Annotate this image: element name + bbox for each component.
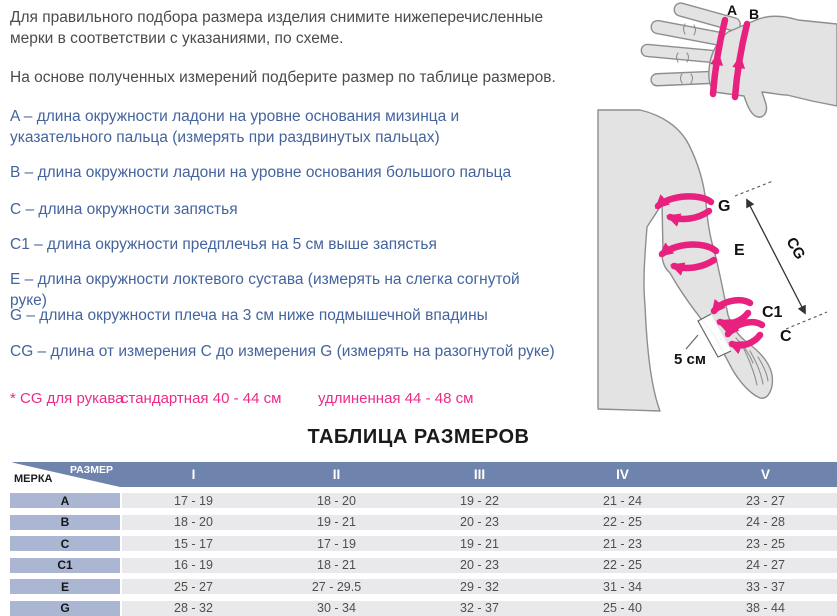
corner-label-size: РАЗМЕР: [70, 464, 113, 476]
note-standard-length: стандартная 40 - 44 см: [121, 390, 282, 407]
size-range-cell: 17 - 19: [174, 493, 213, 508]
measurement-definition: G – длина окружности плеча на 3 см ниже подмышечной впадины: [10, 307, 488, 324]
label-cg: CG: [782, 234, 809, 263]
row-values: [122, 515, 837, 530]
size-range-cell: 33 - 37: [746, 579, 785, 594]
label-g: G: [718, 198, 731, 215]
dashed-line-bottom: [786, 312, 827, 329]
size-range-cell: 23 - 27: [746, 493, 785, 508]
size-range-cell: 19 - 21: [317, 515, 356, 529]
table-row: [10, 493, 837, 508]
table-row: [10, 515, 837, 530]
size-range-cell: 19 - 22: [460, 493, 499, 508]
measurement-definition: A – длина окружности ладони на уровне основания мизинца и указательного пальца (измерять при раздвинутых пальцах): [10, 108, 460, 146]
size-table-columns: [122, 462, 837, 487]
table-row: [10, 558, 837, 573]
column-header: V: [760, 467, 770, 482]
column-header: III: [473, 467, 486, 482]
size-range-cell: 20 - 23: [460, 558, 499, 572]
corner-label-measure: МЕРКА: [14, 473, 53, 485]
label-e: E: [734, 242, 745, 259]
table-row: [10, 579, 837, 594]
size-range-cell: 18 - 20: [317, 493, 356, 508]
row-label: B: [10, 515, 120, 530]
arm-measurement-diagram: [590, 105, 837, 425]
row-values: [122, 579, 837, 594]
measurement-definition: CG – длина от измерения C до измерения G (измерять на разогнутой руке): [10, 343, 555, 360]
size-range-cell: 27 - 29.5: [311, 579, 362, 594]
table-row: [10, 601, 837, 616]
row-values: [122, 536, 837, 551]
measurement-definition: C – длина окружности запястья: [10, 201, 238, 218]
size-range-cell: 16 - 19: [174, 558, 213, 572]
label-a: A: [727, 2, 738, 18]
table-row: [10, 536, 837, 551]
size-range-cell: 22 - 25: [603, 515, 642, 529]
size-range-cell: 28 - 32: [174, 601, 213, 615]
bracket-leader: [686, 335, 698, 349]
size-range-cell: 19 - 21: [460, 536, 499, 551]
note-extended-length: удлиненная 44 - 48 см: [318, 390, 474, 407]
row-label: C1: [10, 558, 120, 573]
size-range-cell: 25 - 27: [174, 579, 213, 594]
size-range-cell: 22 - 25: [603, 558, 642, 572]
row-label: C: [10, 536, 120, 551]
label-c: C: [780, 328, 792, 345]
size-range-cell: 29 - 32: [460, 579, 499, 594]
intro-paragraph-2: На основе полученных измерений подберите размер по таблице размеров.: [10, 69, 556, 86]
size-table-header: [10, 462, 837, 487]
measurement-definition: B – длина окружности ладони на уровне основания большого пальца: [10, 164, 512, 181]
size-table-title: ТАБЛИЦА РАЗМЕРОВ: [307, 426, 530, 448]
size-range-cell: 38 - 44: [746, 601, 785, 615]
size-range-cell: 24 - 28: [746, 515, 785, 529]
measurement-definition: E – длина окружности локтевого сустава (измерять на слегка согнутой руке): [10, 271, 520, 309]
size-table-body: [10, 493, 837, 616]
size-range-cell: 18 - 20: [174, 515, 213, 529]
label-5cm: 5 см: [674, 351, 706, 368]
column-header: IV: [616, 467, 629, 482]
size-range-cell: 31 - 34: [603, 579, 642, 594]
row-values: [122, 558, 837, 573]
size-range-cell: 24 - 27: [746, 558, 785, 572]
row-label: A: [10, 493, 120, 508]
column-header: II: [332, 467, 341, 482]
size-range-cell: 21 - 23: [603, 536, 642, 551]
note-prefix: * CG для рукава: [10, 390, 124, 407]
dashed-line-top: [735, 181, 773, 196]
row-label: G: [10, 601, 120, 616]
column-header: I: [191, 467, 196, 482]
row-values: [122, 493, 837, 508]
size-range-cell: 23 - 25: [746, 536, 785, 551]
size-range-cell: 32 - 37: [460, 601, 499, 615]
size-range-cell: 15 - 17: [174, 536, 213, 551]
size-range-cell: 30 - 34: [317, 601, 356, 615]
row-label: E: [10, 579, 120, 594]
measurement-definition: C1 – длина окружности предплечья на 5 см выше запястья: [10, 236, 437, 253]
row-values: [122, 601, 837, 616]
intro-paragraph-1: Для правильного подбора размера изделия снимите нижеперечисленные мерки в соответствии с указаниями, по схеме.: [10, 9, 544, 47]
size-range-cell: 17 - 19: [317, 536, 356, 551]
size-range-cell: 21 - 24: [603, 493, 642, 508]
size-range-cell: 25 - 40: [603, 601, 642, 615]
size-table-corner-cell: [10, 462, 120, 487]
label-c1: C1: [762, 304, 783, 321]
label-b: B: [749, 6, 760, 22]
size-range-cell: 18 - 21: [317, 558, 356, 572]
size-range-cell: 20 - 23: [460, 515, 499, 529]
